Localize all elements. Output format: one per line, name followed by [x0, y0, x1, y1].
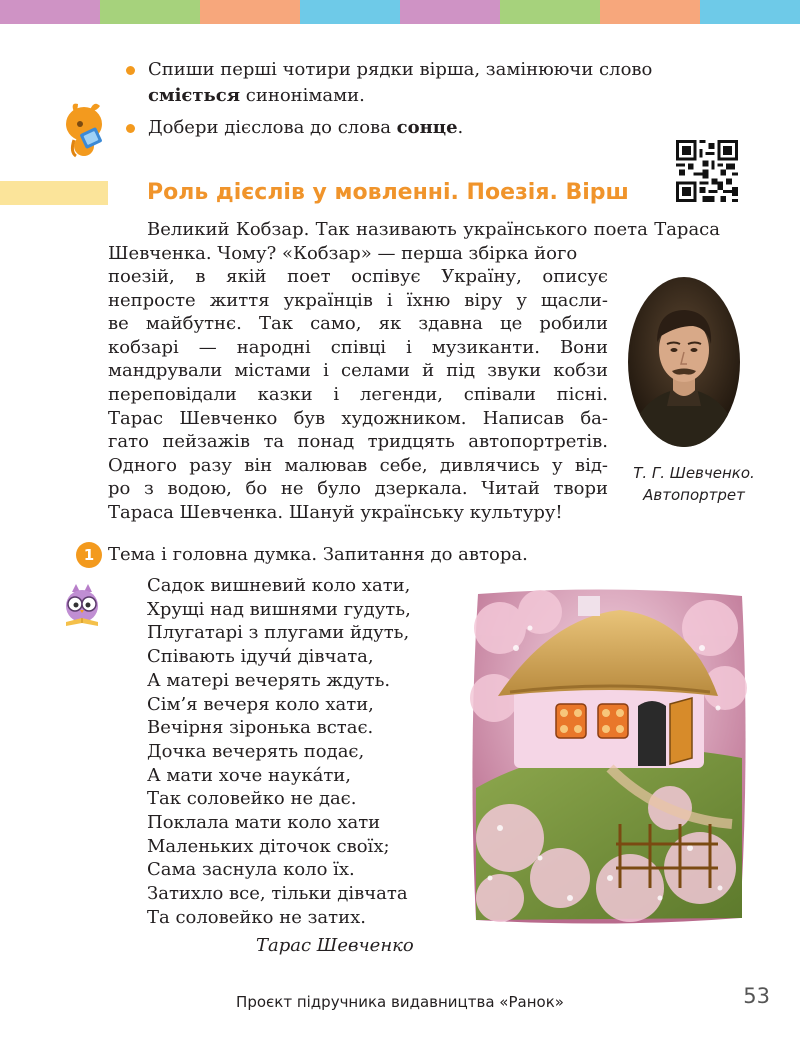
text-line: непросте життя українців і їхню віру у щасли-: [108, 289, 608, 311]
portrait-caption-line: Автопортрет: [643, 486, 745, 504]
bullet-item: [124, 115, 724, 141]
poem: [147, 574, 411, 930]
poem-line: Маленьких діточок своїх;: [147, 835, 390, 857]
top-color-bar: [0, 0, 800, 24]
top-bar-segment: [600, 0, 700, 24]
top-bar-segment: [400, 0, 500, 24]
task-text: Тема і головна думка. Запитання до автора.: [108, 544, 528, 565]
text-line: Одного разу він малював себе, дивлячись у від-: [108, 454, 608, 476]
top-bar-segment: [500, 0, 600, 24]
task-number-badge: 1: [76, 542, 102, 568]
footer-note: Проєкт підручника видавництва «Ранок»: [236, 993, 564, 1011]
top-bar-segment: [0, 0, 100, 24]
text-line: мандрували містами і селами й під звуки кобзи: [108, 360, 608, 382]
top-bar-segment: [700, 0, 800, 24]
text-line: Тараса Шевченка. Шануй українську культуру!: [108, 501, 563, 523]
poem-line: Садок вишневий коло хати,: [147, 575, 411, 596]
page-number: 53: [743, 984, 770, 1008]
poem-line: Хрущі над вишнями гудуть,: [147, 598, 411, 620]
top-bar-segment: [100, 0, 200, 24]
text-line: поезій, в якій поет оспівує Україну, описує: [108, 266, 608, 287]
bullet-dot-icon: [126, 66, 135, 75]
bullet-dot-icon: [126, 124, 135, 133]
bullet-text-end: синонімами.: [240, 85, 365, 106]
poem-line: Плугатарі з плугами йдуть,: [147, 622, 410, 644]
text-line: ве майбутнє. Так само, як здавна це робили: [108, 313, 608, 335]
poem-line: Дочка вечерять подає,: [147, 740, 365, 762]
bullet-item: [124, 57, 724, 109]
cherry-orchard-cottage-illustration: [470, 588, 748, 926]
portrait-caption: [614, 462, 774, 506]
text-line: кобзарі — народні співці і музиканти. Вони: [108, 336, 608, 358]
poem-line: А матері вечерять ждуть.: [147, 669, 391, 691]
exercise-bullets: [124, 57, 724, 147]
text-line: гато пейзажів та понад тридцять автопортретів.: [108, 431, 608, 453]
poem-line: Та соловейко не затих.: [147, 906, 366, 928]
bullet-text: Добери дієслова до слова: [148, 117, 397, 138]
intro-paragraph-first: Великий Кобзар. Так називають українського поета Тараса Шевченка. Чому? «Кобзар» — перша збірка його: [108, 219, 720, 264]
poem-line: Поклала мати коло хати: [147, 812, 381, 834]
purple-owl-reading-icon: [62, 582, 102, 630]
bullet-bold-word: сміється: [148, 85, 241, 106]
orange-mascot-with-book-icon: [60, 100, 110, 160]
poem-author: Тарас Шевченко: [256, 935, 414, 956]
text-line: переповідали казки і легенди, співали пісні.: [108, 383, 608, 405]
portrait-caption-line: Т. Г. Шевченко.: [633, 464, 755, 482]
poem-line: А мати хоче наука́ти,: [147, 764, 352, 786]
poem-line: Затихло все, тільки дівчата: [147, 883, 408, 905]
bullet-bold-word: сонце: [396, 117, 458, 138]
poem-line: Сім’я вечеря коло хати,: [147, 693, 374, 715]
text-line: ро з водою, бо не було дзеркала. Читай твори: [108, 478, 608, 500]
top-bar-segment: [300, 0, 400, 24]
text-line: Тарас Шевченко був художником. Написав ба-: [108, 407, 608, 429]
bullet-text: Спиши перші чотири рядки вірша, замінюючи слово: [148, 59, 653, 80]
section-accent-bar: [0, 181, 108, 205]
poem-line: Вечірня зіронька встає.: [147, 717, 374, 739]
poem-line: Так соловейко не дає.: [147, 788, 357, 810]
bullet-text-end: .: [457, 117, 464, 138]
shevchenko-self-portrait: [627, 276, 741, 448]
qr-code-icon[interactable]: [676, 140, 738, 202]
poem-line: Сама заснула коло їх.: [147, 859, 355, 881]
intro-paragraph-continued: [108, 265, 608, 525]
section-title: Роль дієслів у мовленні. Поезія. Вірш: [147, 180, 629, 205]
top-bar-segment: [200, 0, 300, 24]
poem-line: Співають ідучи́ дівчата,: [147, 646, 374, 668]
